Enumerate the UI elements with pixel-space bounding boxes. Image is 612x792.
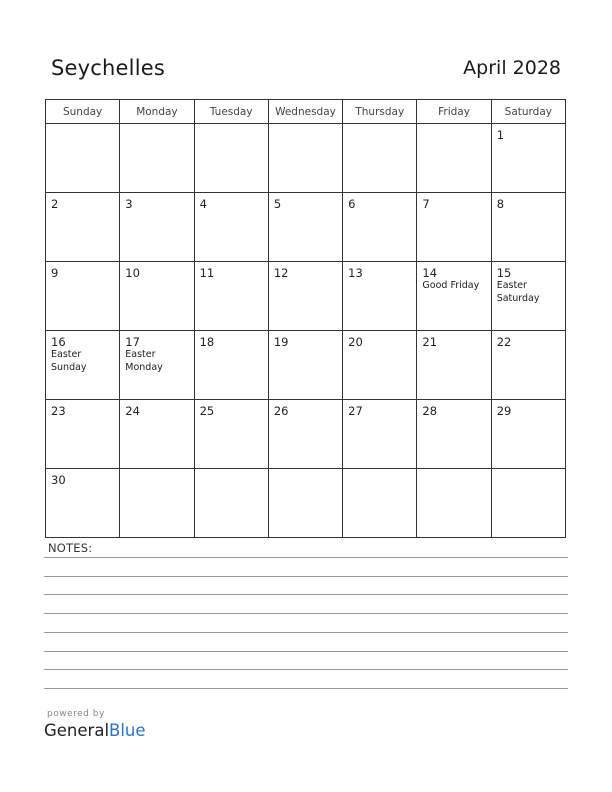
day-number: 22 (496, 335, 512, 349)
month-year-title: April 2028 (463, 57, 561, 79)
calendar-day-cell (194, 124, 268, 193)
calendar-day-cell (268, 400, 342, 469)
notes-line (44, 557, 568, 558)
notes-line (44, 594, 568, 595)
calendar-day-cell (417, 400, 491, 469)
holiday-label: Easter (496, 280, 527, 291)
day-number: 9 (51, 266, 59, 280)
weekday-monday: Monday (120, 100, 194, 124)
holiday-label: Monday (125, 361, 163, 373)
day-number: 18 (199, 335, 215, 349)
calendar-day-cell (120, 262, 194, 331)
calendar-day-cell (417, 124, 491, 193)
notes-label: NOTES: (48, 541, 93, 555)
day-number: 21 (422, 335, 438, 349)
weekday-wednesday: Wednesday (268, 100, 342, 124)
day-number: 14 (422, 266, 438, 280)
day-number: 23 (51, 404, 66, 418)
notes-line (44, 613, 568, 614)
day-number: 30 (51, 473, 66, 487)
holiday-label: Easter (125, 349, 156, 360)
calendar-day-cell (268, 469, 342, 538)
calendar-day-cell (268, 124, 342, 193)
calendar-day-cell (194, 469, 268, 538)
calendar-day-cell (417, 193, 491, 262)
calendar-week-row (46, 193, 566, 262)
holiday-label: Easter (51, 349, 82, 360)
calendar-day-cell (194, 331, 268, 400)
day-number: 5 (273, 197, 282, 211)
calendar-week-row (46, 400, 566, 469)
calendar-day-cell (194, 193, 268, 262)
calendar-day-cell (120, 124, 194, 193)
day-number: 10 (125, 266, 140, 280)
calendar-day-cell (491, 400, 565, 469)
brand-logo (44, 721, 146, 740)
country-title: Seychelles (51, 56, 165, 80)
day-number: 8 (496, 197, 505, 211)
calendar-day-cell (343, 469, 417, 538)
day-number: 24 (125, 404, 140, 418)
calendar-day-cell (46, 124, 120, 193)
calendar-day-cell (491, 193, 565, 262)
day-number: 25 (199, 404, 215, 418)
day-number: 15 (496, 266, 512, 280)
calendar-day-cell (417, 469, 491, 538)
day-number: 28 (422, 404, 438, 418)
day-number: 1 (496, 128, 505, 142)
day-number: 20 (348, 335, 363, 349)
day-number: 27 (348, 404, 363, 418)
calendar-day-cell (46, 193, 120, 262)
calendar-day-cell (343, 193, 417, 262)
calendar-day-cell (46, 400, 120, 469)
calendar-grid (45, 99, 566, 538)
calendar-day-cell (120, 193, 194, 262)
calendar-day-cell (120, 331, 194, 400)
day-number: 2 (51, 197, 59, 211)
notes-line (44, 669, 568, 670)
weekday-sunday: Sunday (46, 100, 120, 124)
calendar-day-cell (194, 262, 268, 331)
calendar-day-cell (491, 469, 565, 538)
calendar-week-row (46, 331, 566, 400)
weekday-thursday: Thursday (343, 100, 417, 124)
calendar-day-cell (268, 193, 342, 262)
calendar-day-cell (120, 400, 194, 469)
day-number: 19 (273, 335, 289, 349)
calendar-day-cell (46, 331, 120, 400)
brand-blue-text: Blue (109, 721, 146, 740)
calendar-week-row (46, 262, 566, 331)
calendar-day-cell (46, 469, 120, 538)
calendar-day-cell (417, 331, 491, 400)
day-number: 6 (348, 197, 356, 211)
notes-line (44, 576, 568, 577)
calendar-day-cell (343, 262, 417, 331)
calendar-day-cell (417, 262, 491, 331)
calendar-day-cell (268, 262, 342, 331)
holiday-label: Saturday (496, 292, 540, 304)
calendar-day-cell (268, 331, 342, 400)
day-number: 17 (125, 335, 140, 349)
calendar-day-cell (46, 262, 120, 331)
weekday-saturday: Saturday (491, 100, 565, 124)
brand-general-text: General (44, 721, 110, 740)
day-number: 4 (199, 197, 207, 211)
day-number: 29 (496, 404, 512, 418)
calendar-day-cell (194, 400, 268, 469)
calendar-day-cell (120, 469, 194, 538)
calendar-body (46, 124, 566, 538)
calendar-day-cell (343, 331, 417, 400)
calendar-day-cell (343, 124, 417, 193)
notes-line (44, 651, 568, 652)
day-number: 13 (348, 266, 363, 280)
calendar-day-cell (491, 262, 565, 331)
day-number: 26 (273, 404, 289, 418)
holiday-label: Sunday (51, 361, 87, 373)
weekday-tuesday: Tuesday (194, 100, 268, 124)
day-number: 3 (125, 197, 133, 211)
powered-by-text: powered by (47, 709, 105, 719)
calendar-week-row (46, 469, 566, 538)
notes-line (44, 632, 568, 633)
day-number: 16 (51, 335, 66, 349)
calendar-day-cell (491, 331, 565, 400)
day-number: 12 (273, 266, 289, 280)
calendar-day-cell (491, 124, 565, 193)
calendar-week-row (46, 124, 566, 193)
notes-line (44, 688, 568, 689)
holiday-label: Good Friday (422, 280, 480, 291)
weekday-header-row (46, 100, 566, 124)
weekday-friday: Friday (417, 100, 491, 124)
day-number: 7 (422, 197, 430, 211)
day-number: 11 (199, 266, 215, 280)
calendar-day-cell (343, 400, 417, 469)
